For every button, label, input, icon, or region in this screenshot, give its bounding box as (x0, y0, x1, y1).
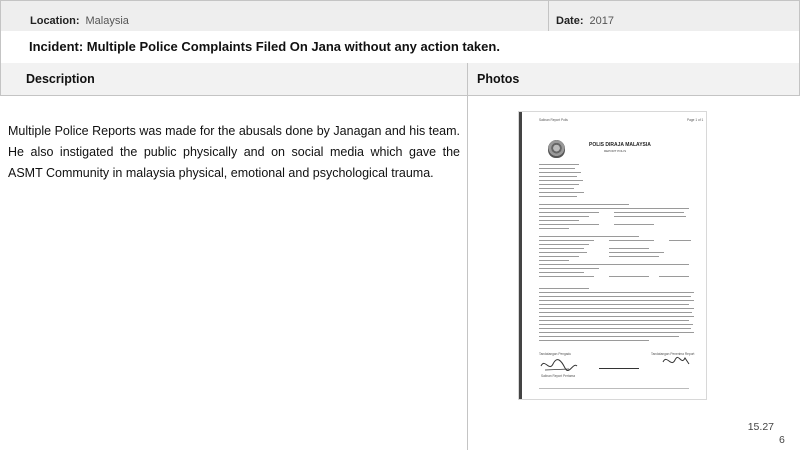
doc-footer-right: Tandatangan Penerima Report (651, 352, 695, 356)
doc-header-left: Salinan Report Polis (539, 118, 568, 122)
date-label: Date: (556, 15, 584, 27)
date-cell (548, 0, 800, 32)
police-report-photo[interactable] (519, 112, 706, 399)
date-value: 2017 (589, 15, 614, 27)
location-cell (0, 0, 549, 32)
photo-edge (519, 112, 522, 399)
doc-page-number: Page 1 of 1 (687, 118, 704, 122)
doc-footer-url-line (539, 388, 689, 389)
complainant-signature-icon (539, 356, 579, 374)
description-cell (0, 95, 468, 450)
incident-title-row (0, 31, 800, 64)
doc-footer-left: Tandatangan Pengadu (539, 352, 572, 356)
description-text: Multiple Police Reports was made for the abusals done by Janagan and his team. He also instigated the public physically and on social media which gave the ASMT Community in malaysia physical, emotional and psychological trauma. (8, 124, 460, 180)
officer-signature-icon (661, 354, 691, 370)
middle-signature-line (599, 368, 639, 369)
location-value: Malaysia (85, 15, 129, 27)
incident-title: Incident: Multiple Police Complaints Filed On Jana without any action taken. (29, 39, 500, 54)
page-number: 15.27 (747, 421, 774, 433)
page-number-suffix: 6 (779, 434, 785, 446)
doc-title: POLIS DIRAJA MALAYSIA (589, 142, 651, 148)
description-header-cell (0, 63, 468, 96)
location-label: Location: (30, 15, 80, 27)
doc-sig-label: Salinan Report Pertama (541, 374, 576, 378)
photos-header-cell (467, 63, 800, 96)
police-crest-icon (548, 140, 565, 158)
doc-subtitle: REPORT POLIS (604, 149, 627, 153)
description-header: Description (26, 72, 95, 86)
photos-header: Photos (477, 72, 520, 86)
